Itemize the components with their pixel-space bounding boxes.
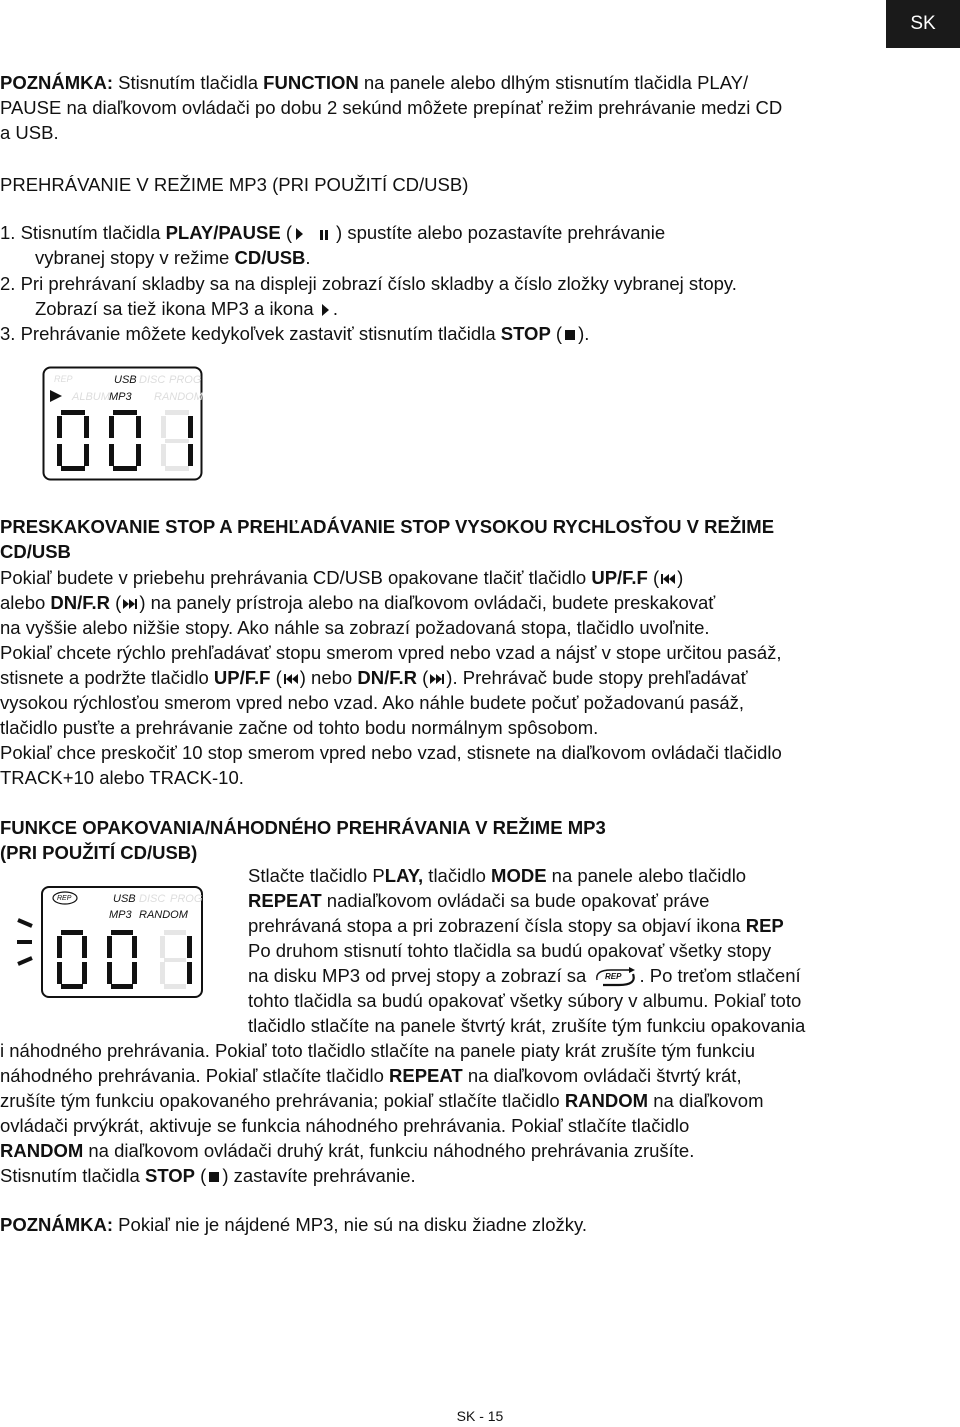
step-text: Zobrazí sa tiež ikona MP3 a ikona xyxy=(35,298,319,319)
repeat-term: REPEAT xyxy=(389,1065,463,1086)
note-text: na panele alebo dlhým stisnutím tlačidla PLAY/ xyxy=(358,72,749,93)
section-skip-heading-2: CD/USB xyxy=(0,541,71,562)
repeat-text: na diaľkovom ovládači štvrtý krát, xyxy=(462,1065,742,1086)
note-label: POZNÁMKA: xyxy=(0,72,114,93)
lcd-random-label: RANDOM xyxy=(139,909,188,921)
repeat-text: Stlačte tlačidlo P xyxy=(248,865,385,886)
skip-text: Pokiaľ budete v priebehu prehrávania CD/USB opakovane tlačiť tlačidlo xyxy=(0,567,592,588)
repeat-line-11: ovládači prvýkrát, aktivuje se funkcia náhodného prehrávania. Pokiaľ stlačíte tlačidlo xyxy=(0,1115,690,1136)
note-1-line-2: PAUSE na diaľkovom ovládači po dobu 2 sekúnd môžete prepínať režim prehrávanie medzi CD xyxy=(0,97,783,118)
repeat-text: náhodného prehrávania. Pokiaľ stlačíte tlačidlo xyxy=(0,1065,390,1086)
up-ff-term: UP/F.F xyxy=(213,667,271,688)
dn-fr-term: DN/F.R xyxy=(50,592,111,613)
repeat-line-3 xyxy=(248,913,784,938)
random-term: RANDOM xyxy=(0,1140,84,1161)
lcd-prog-label: PROG xyxy=(169,374,202,386)
step-1-line-2 xyxy=(35,245,311,270)
section-repeat-heading-1: FUNKCE OPAKOVANIA/NÁHODNÉHO PREHRÁVANIA V REŽIME MP3 xyxy=(0,817,606,838)
repeat-line-2 xyxy=(248,888,709,913)
stop-icon xyxy=(206,1169,222,1185)
mode-term: MODE xyxy=(491,865,547,886)
note-2 xyxy=(0,1212,587,1237)
step-2-line-1: 2. Pri prehrávaní skladby sa na displeji zobrazí číslo skladby a číslo zložky vybranej stopy. xyxy=(0,273,737,294)
note-1-line-3: a USB. xyxy=(0,122,59,143)
cd-usb-term: CD/USB xyxy=(234,247,306,268)
repeat-text: zrušíte tým funkciu opakovaného prehrávania; pokiaľ stlačíte tlačidlo xyxy=(0,1090,565,1111)
repeat-line-7: tlačidlo stlačíte na panele štvrtý krát, zrušíte tým funkciu opakovania xyxy=(248,1015,806,1036)
step-text: . xyxy=(332,298,338,319)
skip-text: alebo xyxy=(0,592,51,613)
skip-line-2 xyxy=(0,590,715,615)
lcd-album-label: ALBUM xyxy=(72,391,110,403)
play-pause-icon xyxy=(292,226,336,242)
stop-term: STOP xyxy=(500,323,551,344)
up-ff-term: UP/F.F xyxy=(591,567,648,588)
skip-text: stisnete a podržte tlačidlo xyxy=(0,667,214,688)
lcd-mp3-label: MP3 xyxy=(109,391,132,403)
note-text: Stisnutím tlačidla xyxy=(113,72,264,93)
repeat-text: ) zastavíte prehrávanie. xyxy=(222,1165,416,1186)
skip-text: ( xyxy=(270,667,282,688)
note-text: Pokiaľ nie je nájdené MP3, nie sú na disku žiadne zložky. xyxy=(113,1214,588,1235)
skip-text: ) xyxy=(677,567,684,588)
repeat-text: na diaľkovom xyxy=(648,1090,764,1111)
skip-text: ( xyxy=(110,592,122,613)
lcd-display-mp3 xyxy=(42,366,204,482)
dn-fr-term: DN/F.R xyxy=(357,667,417,688)
section-skip-heading-1: PRESKAKOVANIE STOP A PREHĽADÁVANIE STOP VYSOKOU RYCHLOSŤOU V REŽIME xyxy=(0,516,775,537)
rep-all-icon xyxy=(591,966,639,988)
random-term: RANDOM xyxy=(564,1090,649,1111)
page-number: SK - 15 xyxy=(456,1408,504,1424)
repeat-line-5 xyxy=(248,963,801,988)
skip-text: ). Prehrávač bude stopy prehľadávať xyxy=(446,667,748,688)
repeat-line-8: i náhodného prehrávania. Pokiaľ toto tlačidlo stlačíte na panele piaty krát zrušíte tým funkciu xyxy=(0,1040,756,1061)
step-2-line-2 xyxy=(35,296,338,321)
step-text: 3. Prehrávanie môžete kedykoľvek zastaviť stisnutím tlačidla xyxy=(0,323,501,344)
skip-line-9: TRACK+10 alebo TRACK-10. xyxy=(0,767,244,788)
lcd-usb-label: USB xyxy=(113,893,136,905)
skip-line-1 xyxy=(0,565,683,590)
section-repeat-heading-2: (PRI POUŽITÍ CD/USB) xyxy=(0,842,198,863)
previous-icon xyxy=(282,671,300,687)
step-1-line-1 xyxy=(0,220,665,245)
repeat-line-10 xyxy=(0,1088,764,1113)
repeat-text: nadiaľkovom ovládači sa bude opakovať práve xyxy=(321,890,710,911)
next-icon xyxy=(121,596,139,612)
lcd-usb-label: USB xyxy=(114,374,137,386)
blink-rays xyxy=(17,920,32,964)
skip-text: ) na panely prístroja alebo na diaľkovom ovládači, budete preskakovať xyxy=(139,592,716,613)
repeat-text: prehrávaná stopa a pri zobrazení čísla stopy sa objaví ikona xyxy=(248,915,746,936)
repeat-line-6: tohto tlačidla sa budú opakovať všetky súbory v albumu. Pokiaľ toto xyxy=(248,990,802,1011)
section-mp3-heading: PREHRÁVANIE V REŽIME MP3 (PRI POUŽITÍ CD/USB) xyxy=(0,174,469,195)
step-text: ). xyxy=(578,323,590,344)
function-term: FUNCTION xyxy=(263,72,359,93)
lcd-random-label: RANDOM xyxy=(154,391,203,403)
rep-term: REP xyxy=(745,915,784,936)
play-term: LAY, xyxy=(384,865,424,886)
skip-line-3: na vyššie alebo nižšie stopy. Ako náhle sa zobrazí požadovaná stopa, tlačidlo uvoľnite. xyxy=(0,617,710,638)
step-number: 1. xyxy=(0,222,16,243)
lcd-disc-label: DISC xyxy=(139,374,166,386)
repeat-term: REPEAT xyxy=(248,890,322,911)
repeat-line-1 xyxy=(248,863,746,888)
repeat-line-13 xyxy=(0,1163,416,1188)
note-label: POZNÁMKA: xyxy=(0,1214,114,1235)
skip-line-4: Pokiaľ chcete rýchlo prehľadávať stopu smerom vpred nebo vzad a nájsť v stope určitou pasáž, xyxy=(0,642,782,663)
stop-icon xyxy=(562,327,578,343)
repeat-text: Stisnutím tlačidla xyxy=(0,1165,145,1186)
lcd-disc-label: DISC xyxy=(139,893,166,905)
skip-line-5 xyxy=(0,665,748,690)
repeat-text: . Po treťom stlačení xyxy=(639,965,801,986)
lcd-rep-label: REP xyxy=(54,374,73,384)
rep-icon-label: REP xyxy=(605,972,622,982)
skip-text: ) nebo xyxy=(299,667,358,688)
next-icon xyxy=(428,671,446,687)
step-text: ( xyxy=(280,222,293,243)
play-pause-term: PLAY/PAUSE xyxy=(165,222,281,243)
repeat-line-4: Po druhom stisnutí tohto tlačidla sa budú opakovať všetky stopy xyxy=(248,940,772,961)
step-3-line-1 xyxy=(0,321,589,346)
repeat-text: na panele alebo tlačidlo xyxy=(546,865,747,886)
step-text: . xyxy=(305,247,311,268)
skip-line-7: tlačidlo pusťte a prehrávanie začne od tohto bodu normálnym spôsobom. xyxy=(0,717,599,738)
step-text: Stisnutím tlačidla xyxy=(15,222,166,243)
repeat-text: ( xyxy=(195,1165,207,1186)
step-text: vybranej stopy v režime xyxy=(35,247,235,268)
skip-text: ( xyxy=(416,667,429,688)
skip-line-8: Pokiaľ chce preskočiť 10 stop smerom vpred nebo vzad, stisnete na diaľkovom ovládači tlačidlo xyxy=(0,742,782,763)
language-tab: SK xyxy=(886,0,960,48)
lcd-prog-label: PROG xyxy=(170,893,203,905)
stop-term: STOP xyxy=(144,1165,196,1186)
repeat-text: na disku MP3 od prvej stopy a zobrazí sa xyxy=(248,965,592,986)
note-1-line-1 xyxy=(0,70,748,95)
play-icon xyxy=(319,302,333,318)
lcd-display-repeat xyxy=(15,880,210,1005)
lcd-mp3-label: MP3 xyxy=(109,909,132,921)
previous-icon xyxy=(659,571,677,587)
repeat-text: tlačidlo xyxy=(423,865,492,886)
skip-line-6: vysokou rýchlosťou smerom vpred nebo vzad. Ako náhle budete počuť požadovanú pasáž, xyxy=(0,692,745,713)
skip-text: ( xyxy=(647,567,660,588)
repeat-line-9 xyxy=(0,1063,742,1088)
step-text: ) spustíte alebo pozastavíte prehrávanie xyxy=(336,222,666,243)
repeat-text: na diaľkovom ovládači druhý krát, funkciu náhodného prehrávania zrušíte. xyxy=(83,1140,695,1161)
repeat-line-12 xyxy=(0,1138,694,1163)
lcd-rep-label: REP xyxy=(57,895,72,902)
step-text: ( xyxy=(550,323,563,344)
